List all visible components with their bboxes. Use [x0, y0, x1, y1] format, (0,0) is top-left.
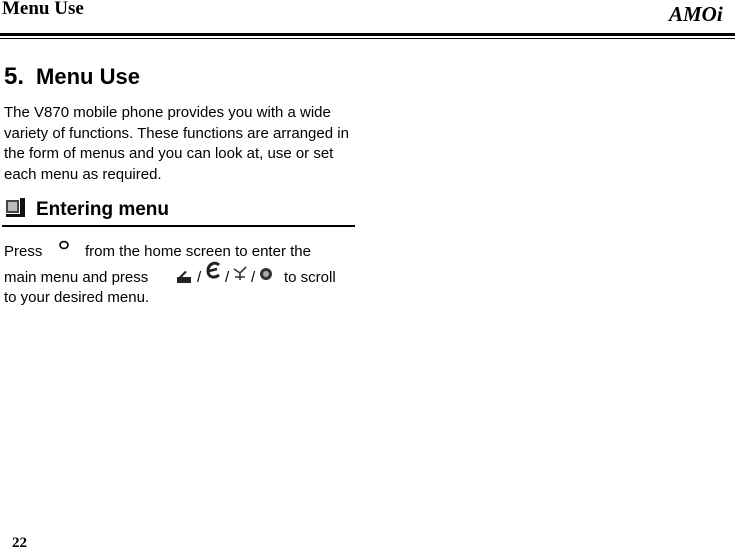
header-rule-thick [0, 33, 735, 36]
section-rule [2, 225, 355, 227]
separator: / [225, 269, 230, 286]
chapter-number: 5. [4, 63, 25, 90]
svg-text:AMOi: AMOi [669, 2, 723, 25]
separator: / [197, 269, 202, 286]
right-key-icon [258, 266, 274, 282]
instruction-line2-text: main menu and press [4, 269, 149, 286]
left-key-icon [231, 264, 249, 282]
section-title: Entering menu [36, 199, 170, 220]
chapter-title: Menu Use [36, 64, 140, 89]
header-title: Menu Use [2, 0, 84, 19]
up-key-icon [175, 269, 193, 285]
page-number: 22 [12, 535, 27, 551]
instruction-line3-text: to your desired menu. [4, 289, 150, 306]
chapter-heading [4, 63, 140, 91]
down-key-icon [205, 261, 223, 281]
instruction-scroll-text: to scroll [284, 269, 336, 286]
section-bullet-icon [5, 197, 27, 218]
intro-paragraph: The V870 mobile phone provides you with a wide variety of functions. These functions are arranged in the form of menus and you can look at, use or set each menu as required. [4, 104, 349, 183]
separator: / [251, 269, 256, 286]
instruction-line1-text: from the home screen to enter the [85, 243, 311, 260]
menu-key-icon [57, 238, 71, 252]
header-rule-thin [0, 38, 735, 39]
instruction-press-text: Press [4, 243, 43, 260]
amoi-logo [667, 1, 733, 25]
